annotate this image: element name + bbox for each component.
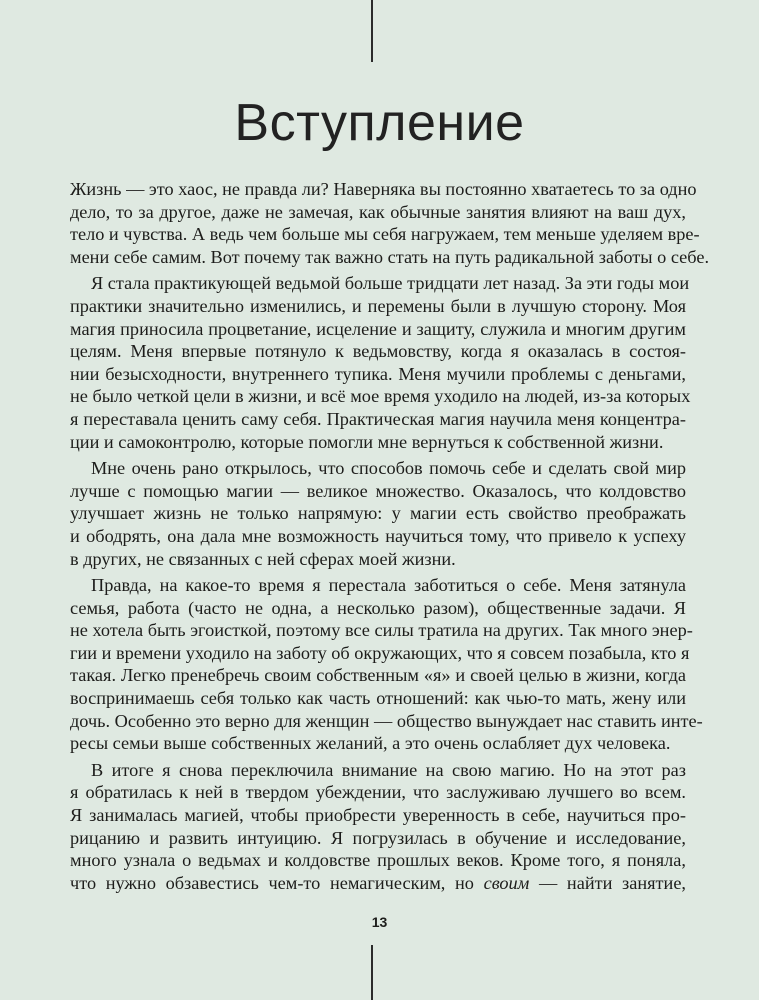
- top-divider-line: [371, 0, 373, 62]
- text-line: дочь. Особенно это верно для женщин — общество вынуждает нас ставить инте-: [70, 710, 703, 731]
- text-line: тело и чувства. А ведь чем больше мы себя нагружаем, тем меньше уделяем вре-: [70, 224, 700, 245]
- text-line: Жизнь — это хаос, не правда ли? Наверняка вы постоянно хватаетесь то за одно: [70, 179, 697, 199]
- text-line: целям. Меня впервые потянуло к ведьмовству, когда я оказалась в состоя-: [70, 341, 686, 362]
- text-line: магия приносила процветание, исцеление и защиту, служила и многим другим: [70, 318, 686, 339]
- text-line: в других, не связанных с ней сферах моей жизни.: [70, 548, 456, 569]
- text-line: воспринимаешь себя только как часть отношений: как чью-то мать, жену или: [70, 688, 686, 709]
- text-segment: — найти занятие,: [529, 872, 687, 893]
- text-line: ресы семьи выше собственных желаний, а это очень ослабляет дух человека.: [70, 733, 671, 754]
- paragraph-2: [70, 272, 691, 453]
- text-line: Я стала практикующей ведьмой больше тридцати лет назад. За эти годы мои: [91, 273, 690, 294]
- text-line: ции и самоконтролю, которые помогли мне вернуться к собственной жизни.: [70, 431, 664, 452]
- text-line: я обратилась к ней в твердом убеждении, что заслуживаю лучшего во всем.: [70, 782, 686, 803]
- text-line: рицанию и развить интуицию. Я погрузилась в обучение и исследование,: [70, 827, 686, 848]
- emphasis-text: своим: [483, 872, 530, 893]
- bottom-divider-line: [371, 945, 373, 1000]
- text-line: улучшает жизнь не только напрямую: у магии есть свойство преображать: [70, 503, 686, 524]
- text-line: гии и времени уходило на заботу об окружающих, что я совсем позабыла, кто я: [70, 642, 690, 663]
- text-line-mixed: [70, 872, 686, 895]
- text-line: семья, работа (часто не одна, а несколько разом), общественные задачи. Я: [70, 597, 686, 618]
- text-line: много узнала о ведьмах и колдовстве прошлых веков. Кроме того, я поняла,: [70, 850, 686, 871]
- text-line: такая. Легко пренебречь своим собственным «я» и своей целью в жизни, когда: [70, 665, 686, 686]
- text-line: я переставала ценить саму себя. Практическая магия научила меня концентра-: [70, 408, 686, 429]
- text-line: Мне очень рано открылось, что способов помочь себе и сделать свой мир: [91, 458, 686, 479]
- paragraph-4: [70, 574, 703, 755]
- text-line: не хотела быть эгоисткой, поэтому все силы тратила на других. Так много энер-: [70, 620, 693, 641]
- text-line: Я занималась магией, чтобы приобрести уверенность в себе, научиться про-: [70, 805, 686, 826]
- text-line: и ободрять, она дала мне возможность научиться тому, что привело к успеху: [70, 525, 686, 546]
- paragraph-1: [70, 178, 710, 268]
- body-text: [70, 178, 710, 898]
- page-title: Вступление: [234, 94, 525, 152]
- text-segment: что нужно обзавестись чем-то немагическим, но: [70, 872, 474, 893]
- text-line: не было четкой цели в жизни, и всё мое время уходило на людей, из-за которых: [70, 386, 691, 407]
- page-number: 13: [371, 914, 388, 930]
- text-line: лучше с помощью магии — великое множество. Оказалось, что колдовство: [70, 480, 686, 501]
- text-line: В итоге я снова переключила внимание на свою магию. Но на этот раз: [91, 759, 686, 780]
- paragraph-3: [70, 457, 686, 570]
- text-line: практики значительно изменились, и перемены были в лучшую сторону. Моя: [70, 295, 686, 316]
- text-line: мени себе самим. Вот почему так важно стать на путь радикальной заботы о себе.: [70, 246, 710, 267]
- paragraph-5: [70, 759, 686, 895]
- text-line: Правда, на какое-то время я перестала заботиться о себе. Меня затянула: [91, 575, 686, 596]
- text-line: дело, то за другое, даже не замечая, как обычные занятия влияют на ваш дух,: [70, 201, 686, 222]
- text-line: нии безысходности, внутреннего тупика. Меня мучили проблемы с деньгами,: [70, 363, 686, 384]
